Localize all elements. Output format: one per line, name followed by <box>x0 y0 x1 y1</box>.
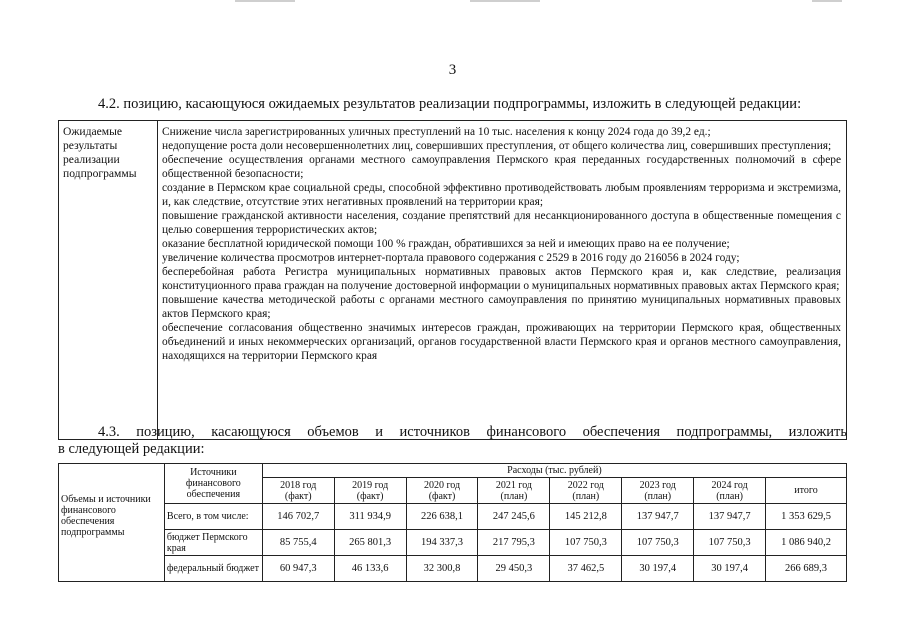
table-row <box>59 556 847 582</box>
value-cell: 107 750,3 <box>550 530 622 556</box>
value-cell: 311 934,9 <box>334 504 406 530</box>
value-cell: 30 197,4 <box>622 556 694 582</box>
table-row <box>59 530 847 556</box>
result-item: недопущение роста доли несовершеннолетних лиц, совершивших преступления, от общего количества лиц, совершивших преступления; <box>162 140 832 152</box>
value-cell: 265 801,3 <box>334 530 406 556</box>
result-item: Снижение числа зарегистрированных уличных преступлений на 10 тыс. населения к концу 2024 года до 39,2 ед.; <box>162 126 711 138</box>
table-row <box>59 504 847 530</box>
year-header: 2022 год (план) <box>550 478 622 504</box>
value-cell: 32 300,8 <box>406 556 478 582</box>
value-cell: 46 133,6 <box>334 556 406 582</box>
value-cell: 29 450,3 <box>478 556 550 582</box>
value-cell: 247 245,6 <box>478 504 550 530</box>
value-cell: 60 947,3 <box>262 556 334 582</box>
result-item: бесперебойная работа Регистра муниципальных нормативных правовых актов Пермского края и, как следствие, реализация конституционного права граждан на получение достоверной информации о муниципальных нормативных правовых актах Пермского края; <box>162 266 841 292</box>
value-cell: 146 702,7 <box>262 504 334 530</box>
year-header: 2024 год (план) <box>694 478 766 504</box>
result-item: обеспечение осуществления органами местного самоуправления Пермского края переданных государственных полномочий в сфере общественной безопасности; <box>162 154 841 180</box>
top-rule-right <box>812 0 842 2</box>
value-cell: 145 212,8 <box>550 504 622 530</box>
result-item: повышение гражданской активности населения, создание препятствий для несанкционированного доступа в общественные помещения с целью совершения террористических актов; <box>162 210 841 236</box>
value-cell: 226 638,1 <box>406 504 478 530</box>
year-header: 2018 год (факт) <box>262 478 334 504</box>
section-4-2-heading: 4.2. позицию, касающуюся ожидаемых результатов реализации подпрограммы, изложить в следующей редакции: <box>98 96 802 112</box>
value-cell: 107 750,3 <box>694 530 766 556</box>
value-cell: 85 755,4 <box>262 530 334 556</box>
year-header: 2020 год (факт) <box>406 478 478 504</box>
source-cell: Всего, в том числе: <box>164 504 262 530</box>
source-cell: федеральный бюджет <box>164 556 262 582</box>
result-item: увеличение количества просмотров интернет-портала правового содержания с 2529 в 2016 году до 216056 в 2024 году; <box>162 252 740 264</box>
result-item: обеспечение согласования общественно значимых интересов граждан, проживающих на территории Пермского края, общественных объединений и иных некоммерческих организаций, органов государственной власти Пермского края и органов местного самоуправления, находящихся на территории Пермского края <box>162 322 841 362</box>
year-header: 2019 год (факт) <box>334 478 406 504</box>
value-cell: 137 947,7 <box>622 504 694 530</box>
value-cell: 107 750,3 <box>622 530 694 556</box>
total-cell: 1 086 940,2 <box>766 530 847 556</box>
value-cell: 194 337,3 <box>406 530 478 556</box>
financing-row-label: Объемы и источники финансового обеспечения подпрограммы <box>59 464 165 582</box>
page-number: 3 <box>448 62 457 78</box>
year-header: 2021 год (план) <box>478 478 550 504</box>
total-header: итого <box>766 478 847 504</box>
section-4-3-heading-line1: 4.3. позицию, касающуюся объемов и источников финансового обеспечения подпрограммы, изложить <box>98 424 847 440</box>
total-cell: 266 689,3 <box>766 556 847 582</box>
expected-results-label: Ожидаемые результаты реализации подпрограммы <box>59 121 158 439</box>
financing-table <box>58 463 847 582</box>
result-item: создание в Пермском крае социальной среды, способной эффективно противодействовать любым проявлениям терроризма и экстремизма, и, как следствие, отсутствие этих негативных проявлений на территории края; <box>162 182 841 208</box>
value-cell: 30 197,4 <box>694 556 766 582</box>
expected-results-table <box>58 120 847 440</box>
value-cell: 137 947,7 <box>694 504 766 530</box>
total-cell: 1 353 629,5 <box>766 504 847 530</box>
top-rule-left <box>235 0 295 2</box>
year-header: 2023 год (план) <box>622 478 694 504</box>
top-rule-center <box>470 0 540 2</box>
value-cell: 37 462,5 <box>550 556 622 582</box>
expected-results-list <box>158 121 846 439</box>
result-item: оказание бесплатной юридической помощи 100 % граждан, обратившихся за ней и имеющих право на ее получение; <box>162 238 730 250</box>
expenses-header: Расходы (тыс. рублей) <box>262 464 846 478</box>
section-4-3-heading-line2: в следующей редакции: <box>58 441 205 457</box>
result-item: повышение качества методической работы с органами местного самоуправления по принятию муниципальных нормативных правовых актов Пермского края; <box>162 294 841 320</box>
value-cell: 217 795,3 <box>478 530 550 556</box>
sources-header: Источники финансового обеспечения <box>164 464 262 504</box>
source-cell: бюджет Пермского края <box>164 530 262 556</box>
section-4-3-heading <box>58 424 847 458</box>
